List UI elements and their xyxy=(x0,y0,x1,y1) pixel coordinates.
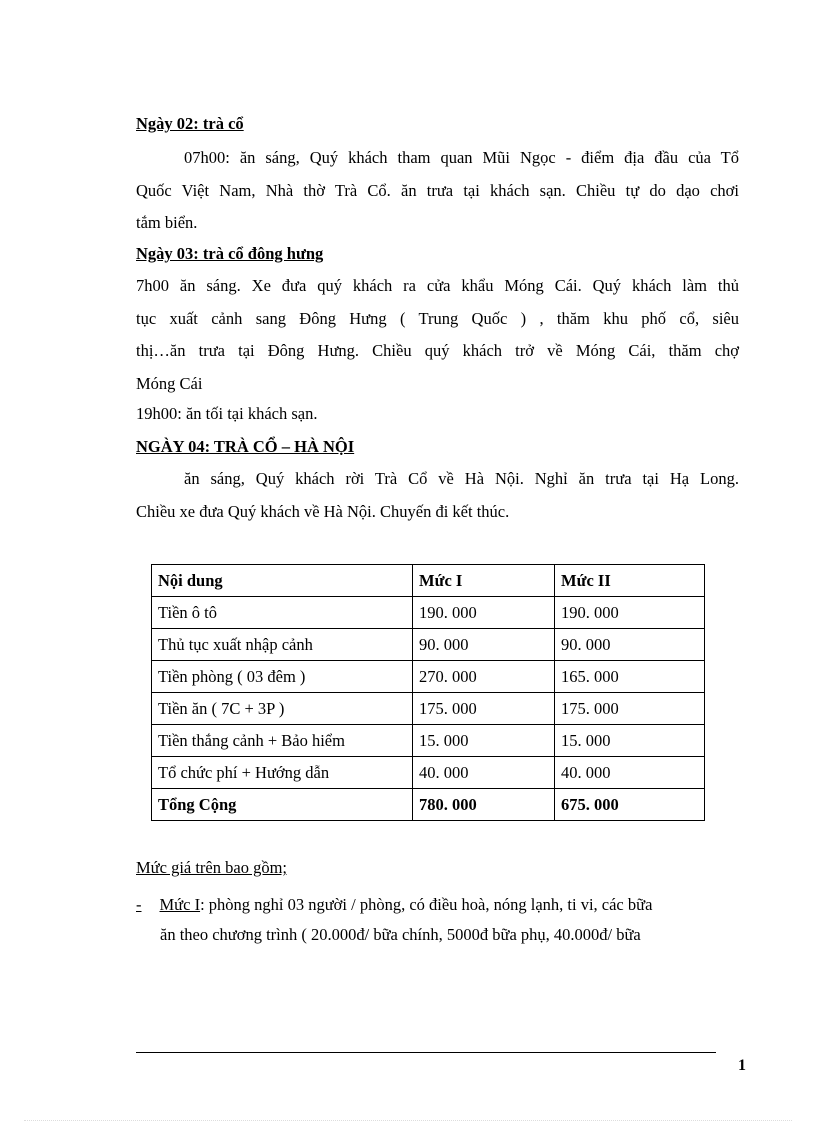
fee-level1: 175. 000 xyxy=(413,693,555,725)
fee-level1: 190. 000 xyxy=(413,597,555,629)
fee-level1: 15. 000 xyxy=(413,725,555,757)
day2-line-3: tắm biển. xyxy=(136,213,198,232)
fee-total-level2: 675. 000 xyxy=(555,789,705,821)
day3-line-5: 19h00: ăn tối tại khách sạn. xyxy=(136,404,318,423)
fee-item: Tiền ăn ( 7C + 3P ) xyxy=(152,693,413,725)
table-row xyxy=(152,629,705,661)
page-number: 1 xyxy=(738,1057,746,1074)
day3-line-1: 7h00 ăn sáng. Xe đưa quý khách ra cửa khẩu Móng Cái. Quý khách làm thủ xyxy=(136,276,739,295)
fee-header-level2: Mức II xyxy=(555,565,705,597)
includes-item1-text: : phòng nghỉ 03 người / phòng, có điều hoà, nóng lạnh, ti vi, các bữa xyxy=(200,895,653,914)
fee-table-header-row xyxy=(152,565,705,597)
table-row xyxy=(152,661,705,693)
fee-total-label: Tổng Cộng xyxy=(152,789,413,821)
day3-heading: Ngày 03: trà cổ đông hưng xyxy=(136,244,324,263)
day4-heading: NGÀY 04: TRÀ CỔ – HÀ NỘI xyxy=(136,437,355,456)
day2-paragraph xyxy=(136,142,739,240)
day2-line-1: 07h00: ăn sáng, Quý khách tham quan Mũi Ngọc - điểm địa đầu của Tổ xyxy=(184,148,739,167)
table-row xyxy=(152,725,705,757)
day3-line-3: thị…ăn trưa tại Đông Hưng. Chiều quý khách trở về Móng Cái, thăm chợ xyxy=(136,341,739,360)
fee-item: Tiền phòng ( 03 đêm ) xyxy=(152,661,413,693)
fee-level2: 90. 000 xyxy=(555,629,705,661)
day4-line-2: Chiều xe đưa Quý khách về Hà Nội. Chuyến đi kết thúc. xyxy=(136,501,510,521)
fee-item: Thủ tục xuất nhập cảnh xyxy=(152,629,413,661)
fee-level1: 90. 000 xyxy=(413,629,555,661)
page-bottom-border xyxy=(24,1120,792,1121)
fee-total-level1: 780. 000 xyxy=(413,789,555,821)
fee-item: Tổ chức phí + Hướng dẫn xyxy=(152,757,413,789)
fee-table-total-row xyxy=(152,789,705,821)
fee-level2: 15. 000 xyxy=(555,725,705,757)
includes-item1-prefix: - xyxy=(136,895,142,914)
table-row xyxy=(152,693,705,725)
fee-level2: 175. 000 xyxy=(555,693,705,725)
fee-level2: 40. 000 xyxy=(555,757,705,789)
fee-item: Tiền ô tô xyxy=(152,597,413,629)
day3-paragraph xyxy=(136,270,739,400)
day4-paragraph xyxy=(136,463,739,528)
includes-item1-line1 xyxy=(136,890,736,920)
fee-header-content: Nội dung xyxy=(152,565,413,597)
fee-table xyxy=(151,564,705,821)
day2-heading: Ngày 02: trà cổ xyxy=(136,114,244,133)
day3-dinner xyxy=(136,398,739,431)
day3-line-4: Móng Cái xyxy=(136,373,203,393)
table-row xyxy=(152,757,705,789)
fee-item: Tiền thắng cảnh + Bảo hiểm xyxy=(152,725,413,757)
includes-item-level1 xyxy=(136,890,736,950)
fee-level1: 40. 000 xyxy=(413,757,555,789)
fee-level2: 190. 000 xyxy=(555,597,705,629)
includes-item1-label: Mức I xyxy=(159,895,201,914)
day4-line-1: ăn sáng, Quý khách rời Trà Cổ về Hà Nội. Nghỉ ăn trưa tại Hạ Long. xyxy=(184,469,739,488)
includes-item1-line2: ăn theo chương trình ( 20.000đ/ bữa chính, 5000đ bữa phụ, 40.000đ/ bữa xyxy=(160,925,641,944)
fee-header-level1: Mức I xyxy=(413,565,555,597)
fee-level2: 165. 000 xyxy=(555,661,705,693)
day2-line-2: Quốc Việt Nam, Nhà thờ Trà Cổ. ăn trưa tại khách sạn. Chiều tự do dạo chơi xyxy=(136,180,739,200)
includes-title: Mức giá trên bao gồm; xyxy=(136,858,287,877)
fee-level1: 270. 000 xyxy=(413,661,555,693)
table-row xyxy=(152,597,705,629)
day3-line-2: tục xuất cảnh sang Đông Hưng ( Trung Quốc ) , thăm khu phố cổ, siêu xyxy=(136,308,739,328)
footer-divider xyxy=(136,1052,716,1053)
